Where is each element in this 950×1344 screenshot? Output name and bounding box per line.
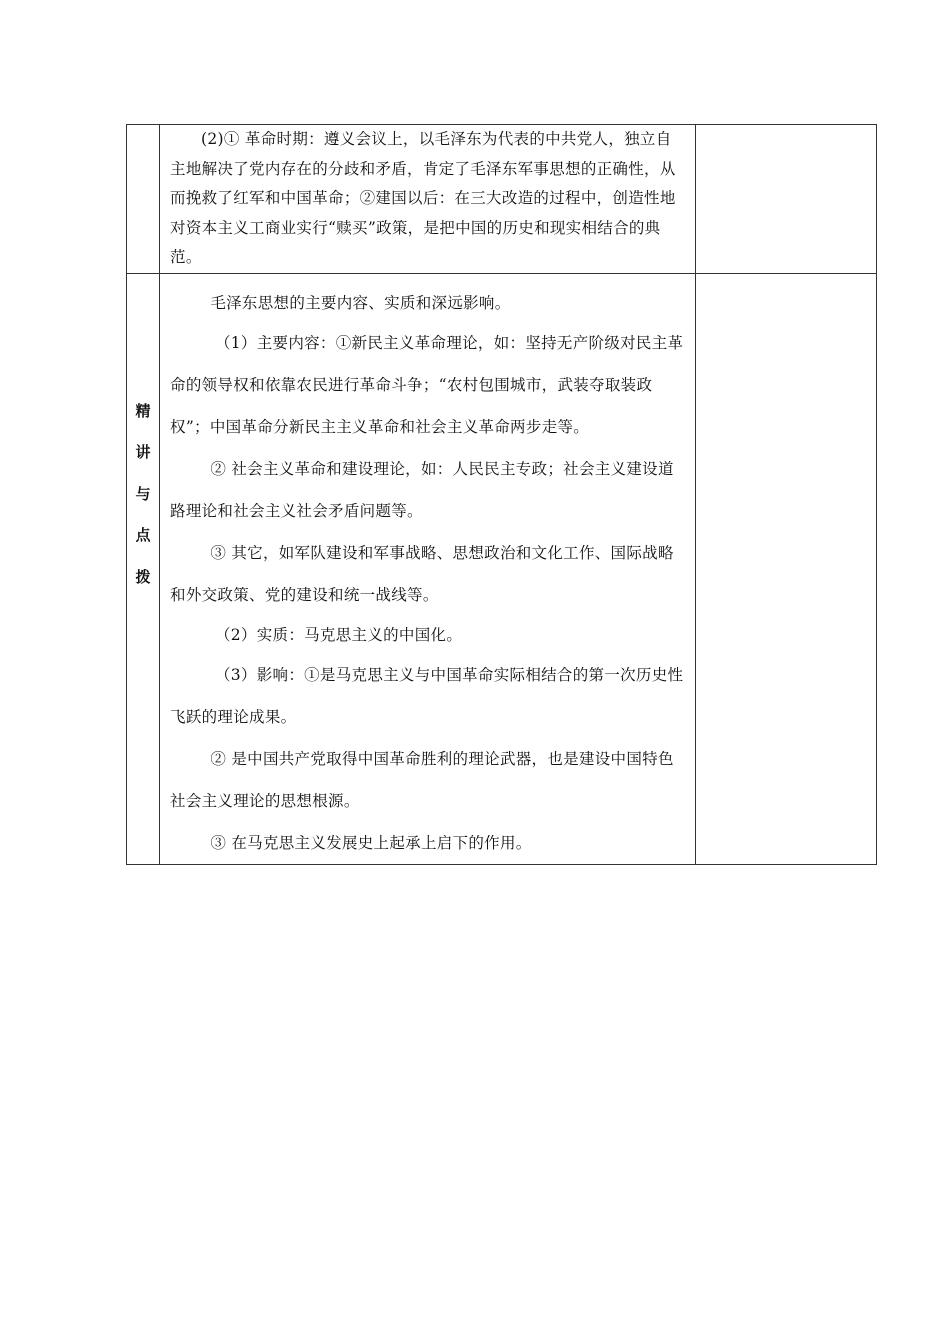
section-label-char: 拨 xyxy=(135,567,151,586)
section-label-cell xyxy=(127,273,160,864)
paragraph-essence: （2）实质：马克思主义的中国化。 xyxy=(214,625,463,644)
content-cell xyxy=(160,273,696,864)
content-table xyxy=(126,124,877,865)
content-cell xyxy=(160,125,696,274)
side-notes-cell xyxy=(695,125,876,274)
paragraph-other-areas: ③ 其它，如军队建设和军事战略、思想政治和文化工作、国际战略和外交政策、党的建设和统一战线等。 xyxy=(170,543,674,604)
section-label-char: 讲 xyxy=(135,443,151,462)
section-label-char: 点 xyxy=(135,526,151,545)
section-label xyxy=(136,391,151,599)
paragraph-socialist-theory: ② 社会主义革命和建设理论，如：人民民主专政；社会主义建设道路理论和社会主义社会矛盾问题等。 xyxy=(170,459,674,520)
row-label-cell xyxy=(127,125,160,274)
paragraph-main-content: （1）主要内容：①新民主义革命理论，如：坚持无产阶级对民主革命的领导权和依靠农民进行革命斗争；“农村包围城市，武装夺取装政权”；中国革命分新民主主义革命和社会主义革命两步走等。 xyxy=(170,333,684,436)
paragraph-history-example: (2)① 革命时期：遵义会议上，以毛泽东为代表的中共党人，独立自主地解决了党内存在的分歧和矛盾，肯定了毛泽东军事思想的正确性，从而挽救了红军和中国革命；②建国以后：在三大改造的过程中，创造性地对资本主义工商业实行“赎买”政策，是把中国的历史和现实相结合的典范。 xyxy=(170,130,676,266)
paragraph-topic-heading: 毛泽东思想的主要内容、实质和深远影响。 xyxy=(210,293,511,312)
paragraph-influence: （3）影响：①是马克思主义与中国革命实际相结合的第一次历史性飞跃的理论成果。 xyxy=(170,665,684,726)
section-label-char: 精 xyxy=(135,401,151,420)
table-row xyxy=(127,273,877,864)
table-row xyxy=(127,125,877,274)
paragraph-theoretical-weapon: ② 是中国共产党取得中国革命胜利的理论武器，也是建设中国特色社会主义理论的思想根源。 xyxy=(170,749,674,810)
side-notes-cell xyxy=(695,273,876,864)
paragraph-historical-role: ③ 在马克思主义发展史上起承上启下的作用。 xyxy=(210,833,532,852)
section-label-char: 与 xyxy=(135,484,151,503)
